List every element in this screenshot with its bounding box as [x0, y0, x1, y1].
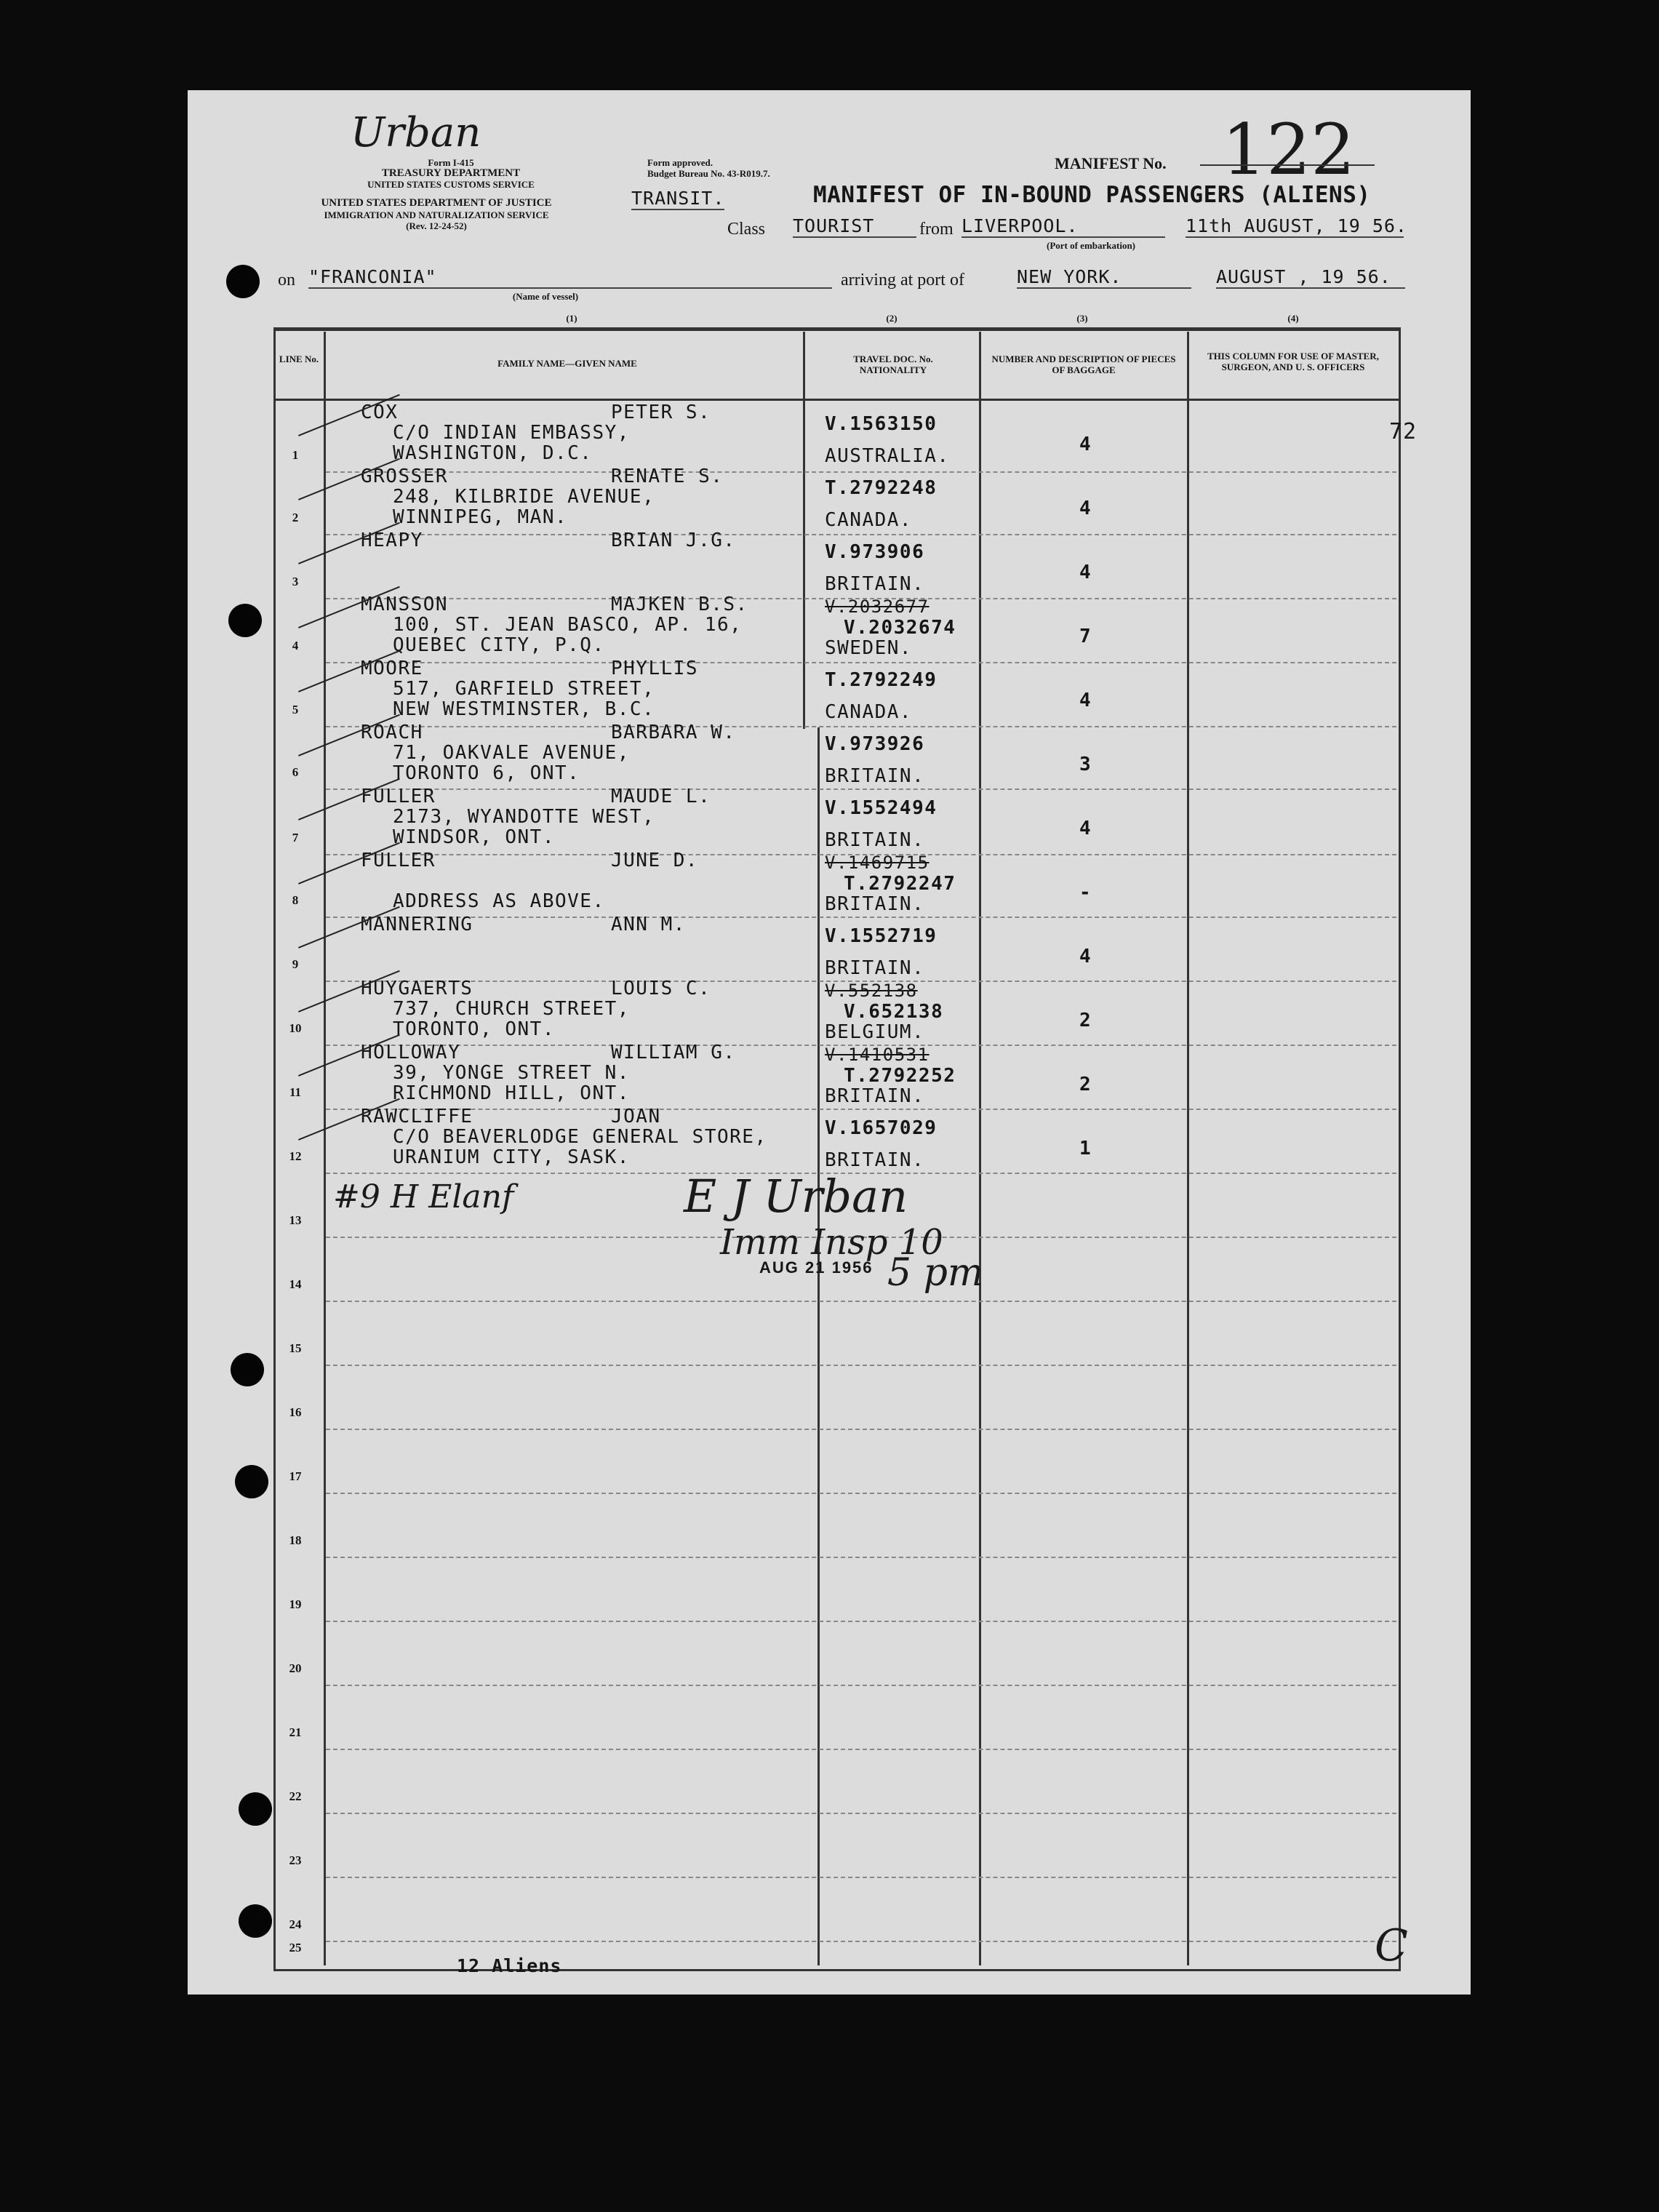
line-number: 13: [289, 1213, 302, 1227]
travel-doc-number: T.2792252: [844, 1065, 956, 1087]
justice-department: UNITED STATES DEPARTMENT OF JUSTICE: [321, 197, 552, 209]
travel-doc-number: V.1552719: [825, 925, 938, 947]
baggage-count: 4: [1079, 498, 1092, 519]
form-number: Form I-415: [428, 157, 474, 168]
col-num-2: (2): [886, 313, 898, 324]
time-annotation: 5 pm: [887, 1251, 984, 1295]
address-line-1: C/O INDIAN EMBASSY,: [393, 422, 630, 444]
address-line-1: 248, KILBRIDE AVENUE,: [393, 486, 655, 508]
baggage-count: 4: [1079, 562, 1092, 583]
baggage-count: 4: [1079, 690, 1092, 711]
family-name: COX: [361, 402, 399, 423]
travel-doc-number: V.973926: [825, 733, 925, 755]
col-divider: [803, 332, 805, 729]
given-name: BRIAN J.G.: [611, 530, 736, 551]
row-rule: [326, 1493, 1396, 1494]
corner-mark: C: [1375, 1920, 1408, 1971]
line-number: 23: [289, 1853, 302, 1867]
port-caption: (Port of embarkation): [1046, 240, 1136, 251]
class-label: Class: [727, 220, 766, 239]
baggage-count: 2: [1079, 1074, 1092, 1095]
line-number: 15: [289, 1341, 302, 1355]
address-line-1: 517, GARFIELD STREET,: [393, 678, 655, 700]
row-rule: [326, 471, 1396, 473]
travel-doc-struck: V.2032677: [825, 596, 930, 617]
line-number: 2: [292, 511, 299, 524]
given-name: LOUIS C.: [611, 978, 711, 999]
nationality: BRITAIN.: [825, 1085, 925, 1107]
vessel-name: "FRANCONIA": [308, 266, 832, 289]
address-line-1: 737, CHURCH STREET,: [393, 998, 630, 1020]
line-number: 25: [289, 1941, 302, 1955]
address-line-1: C/O BEAVERLODGE GENERAL STORE,: [393, 1126, 767, 1148]
col-divider: [324, 332, 326, 1965]
given-name: JOAN: [611, 1106, 661, 1127]
col-num-3: (3): [1076, 313, 1088, 324]
row-rule: [326, 1941, 1396, 1942]
row-rule: [326, 1621, 1396, 1622]
manifest-number-line: [1200, 164, 1375, 166]
address-line-1: 100, ST. JEAN BASCO, AP. 16,: [393, 614, 743, 636]
travel-doc-number: V.1657029: [825, 1117, 938, 1139]
on-label: on: [278, 271, 295, 290]
arrival-date: AUGUST , 19 56.: [1216, 266, 1405, 289]
travel-doc-number: V.2032674: [844, 617, 956, 639]
line-number: 3: [292, 575, 299, 588]
line-number: 16: [289, 1405, 302, 1419]
nationality: BRITAIN.: [825, 957, 925, 979]
nationality: BRITAIN.: [825, 765, 925, 787]
family-name: MANSSON: [361, 594, 449, 615]
baggage-count: 4: [1079, 434, 1092, 455]
line-number: 1: [292, 448, 299, 462]
line-number: 11: [289, 1085, 302, 1099]
manifest-number: 122: [1222, 109, 1356, 191]
total-aliens: 12 Aliens: [457, 1955, 562, 1976]
family-name: HUYGAERTS: [361, 978, 473, 999]
class-value: TOURIST: [793, 215, 916, 238]
baggage-count: 3: [1079, 754, 1092, 775]
travel-doc-struck: V.1469715: [825, 853, 930, 873]
given-name: JUNE D.: [611, 850, 699, 871]
form-revision: (Rev. 12-24-52): [406, 220, 467, 231]
family-name: MANNERING: [361, 914, 473, 935]
travel-doc-number: T.2792247: [844, 873, 956, 895]
immigration-service: IMMIGRATION AND NATURALIZATION SERVICE: [324, 209, 549, 220]
line-number: 24: [289, 1917, 302, 1931]
address-line-2: TORONTO 6, ONT.: [393, 762, 580, 784]
margin-note: 72: [1389, 419, 1418, 444]
line-number: 7: [292, 831, 299, 845]
address-line-1: 39, YONGE STREET N.: [393, 1062, 630, 1084]
col-divider: [979, 332, 981, 1965]
row-rule: [326, 1685, 1396, 1686]
given-name: BARBARA W.: [611, 722, 736, 743]
table-header-rule: [273, 399, 1399, 401]
inspector-title: Imm Insp 10: [720, 1222, 943, 1263]
line-number: 20: [289, 1661, 302, 1675]
travel-doc-number: T.2792249: [825, 669, 938, 691]
address-line-2: WINNIPEG, MAN.: [393, 506, 568, 528]
address-line-2: RICHMOND HILL, ONT.: [393, 1082, 630, 1104]
col-num-4: (4): [1287, 313, 1299, 324]
nationality: CANADA.: [825, 701, 913, 723]
line-number: 21: [289, 1725, 302, 1739]
header-name: FAMILY NAME—GIVEN NAME: [497, 358, 637, 369]
punch-hole: [226, 265, 260, 298]
header-officers: THIS COLUMN FOR USE OF MASTER, SURGEON, AND U. S. OFFICERS: [1207, 351, 1379, 372]
nationality: BELGIUM.: [825, 1021, 925, 1043]
row-rule: [326, 1877, 1396, 1878]
given-name: MAUDE L.: [611, 786, 711, 807]
line-number: 9: [292, 957, 299, 971]
address-line-2: ADDRESS AS ABOVE.: [393, 890, 605, 912]
nationality: CANADA.: [825, 509, 913, 531]
from-label: from: [919, 220, 954, 239]
col-num-1: (1): [566, 313, 577, 324]
family-name: HEAPY: [361, 530, 423, 551]
manifest-no-label: MANIFEST No.: [1055, 154, 1167, 172]
embarkation-port: LIVERPOOL.: [962, 215, 1165, 238]
row-rule: [326, 788, 1396, 790]
baggage-count: 4: [1079, 946, 1092, 967]
line-number: 18: [289, 1533, 302, 1547]
row-rule: [326, 662, 1396, 663]
handwritten-note: Urban: [351, 109, 481, 156]
address-line-2: WASHINGTON, D.C.: [393, 442, 593, 464]
budget-bureau: Budget Bureau No. 43-R019.7.: [647, 168, 770, 179]
nationality: BRITAIN.: [825, 573, 925, 595]
line-number: 5: [292, 703, 299, 716]
address-line-2: URANIUM CITY, SASK.: [393, 1146, 630, 1168]
inspector-signature: E J Urban: [684, 1170, 908, 1223]
row-rule: [326, 917, 1396, 918]
embarkation-date: 11th AUGUST, 19 56.: [1186, 215, 1407, 236]
row-rule: [326, 1557, 1396, 1558]
family-name: MOORE: [361, 658, 423, 679]
address-line-2: NEW WESTMINSTER, B.C.: [393, 698, 655, 720]
treasury-department: TREASURY DEPARTMENT: [381, 167, 521, 179]
travel-doc-number: V.973906: [825, 541, 925, 563]
given-name: WILLIAM G.: [611, 1042, 736, 1063]
punch-hole: [239, 1792, 272, 1826]
given-name: PHYLLIS: [611, 658, 699, 679]
row-rule: [326, 726, 1396, 727]
given-name: MAJKEN B.S.: [611, 594, 748, 615]
given-name: RENATE S.: [611, 466, 724, 487]
line-number: 4: [292, 639, 299, 652]
line-number: 14: [289, 1277, 302, 1291]
nationality: BRITAIN.: [825, 829, 925, 851]
row-rule: [326, 1301, 1396, 1302]
family-name: FULLER: [361, 786, 436, 807]
baggage-count: 2: [1079, 1010, 1092, 1031]
transit-label: TRANSIT.: [631, 188, 725, 209]
line-number: 22: [289, 1789, 302, 1803]
given-name: ANN M.: [611, 914, 686, 935]
address-line-2: WINDSOR, ONT.: [393, 826, 555, 848]
family-name: RAWCLIFFE: [361, 1106, 473, 1127]
travel-doc-struck: V.1410531: [825, 1045, 930, 1065]
page-title: MANIFEST OF IN-BOUND PASSENGERS (ALIENS): [813, 182, 1371, 208]
date-stamp: AUG 21 1956: [759, 1258, 874, 1277]
punch-hole: [235, 1465, 268, 1498]
punch-hole: [239, 1904, 272, 1938]
travel-doc-number: V.1563150: [825, 413, 938, 435]
line-number: 17: [289, 1469, 302, 1483]
baggage-count: -: [1079, 882, 1092, 903]
row-rule: [326, 1749, 1396, 1750]
row-rule: [326, 1109, 1396, 1110]
header-baggage: NUMBER AND DESCRIPTION OF PIECES OF BAGGAGE: [991, 354, 1176, 375]
nationality: BRITAIN.: [825, 893, 925, 915]
line-number: 10: [289, 1021, 302, 1035]
address-line-2: QUEBEC CITY, P.Q.: [393, 634, 605, 656]
travel-doc-struck: V.552138: [825, 981, 918, 1001]
col-divider: [817, 727, 820, 1965]
address-line-1: 2173, WYANDOTTE WEST,: [393, 806, 655, 828]
given-name: PETER S.: [611, 402, 711, 423]
travel-doc-number: V.1552494: [825, 797, 938, 819]
family-name: HOLLOWAY: [361, 1042, 461, 1063]
family-name: ROACH: [361, 722, 423, 743]
form-approved: Form approved.: [647, 157, 713, 168]
customs-service: UNITED STATES CUSTOMS SERVICE: [367, 179, 535, 190]
baggage-count: 7: [1079, 626, 1092, 647]
arriving-label: arriving at port of: [841, 271, 964, 290]
travel-doc-number: T.2792248: [825, 477, 938, 499]
nationality: AUSTRALIA.: [825, 445, 950, 467]
punch-hole: [228, 604, 262, 637]
nationality: SWEDEN.: [825, 637, 913, 659]
handwritten-annotation: #9 H Elanf: [333, 1178, 514, 1215]
row-rule: [326, 1813, 1396, 1814]
row-rule: [326, 1429, 1396, 1430]
vessel-caption: (Name of vessel): [512, 291, 579, 302]
nationality: BRITAIN.: [825, 1149, 925, 1171]
arrival-port: NEW YORK.: [1017, 266, 1191, 289]
col-divider: [1187, 332, 1189, 1965]
header-line-no: LINE No.: [279, 354, 319, 364]
baggage-count: 1: [1079, 1138, 1092, 1159]
baggage-count: 4: [1079, 818, 1092, 839]
family-name: GROSSER: [361, 466, 449, 487]
address-line-1: 71, OAKVALE AVENUE,: [393, 742, 630, 764]
family-name: FULLER: [361, 850, 436, 871]
line-number: 12: [289, 1149, 302, 1163]
line-number: 19: [289, 1597, 302, 1611]
travel-doc-number: V.652138: [844, 1001, 944, 1023]
header-travel-doc: TRAVEL DOC. No. NATIONALITY: [853, 354, 933, 375]
line-number: 6: [292, 765, 299, 779]
row-rule: [326, 1365, 1396, 1366]
row-rule: [326, 534, 1396, 535]
line-number: 8: [292, 893, 299, 907]
punch-hole: [231, 1353, 264, 1386]
address-line-2: TORONTO, ONT.: [393, 1018, 555, 1040]
